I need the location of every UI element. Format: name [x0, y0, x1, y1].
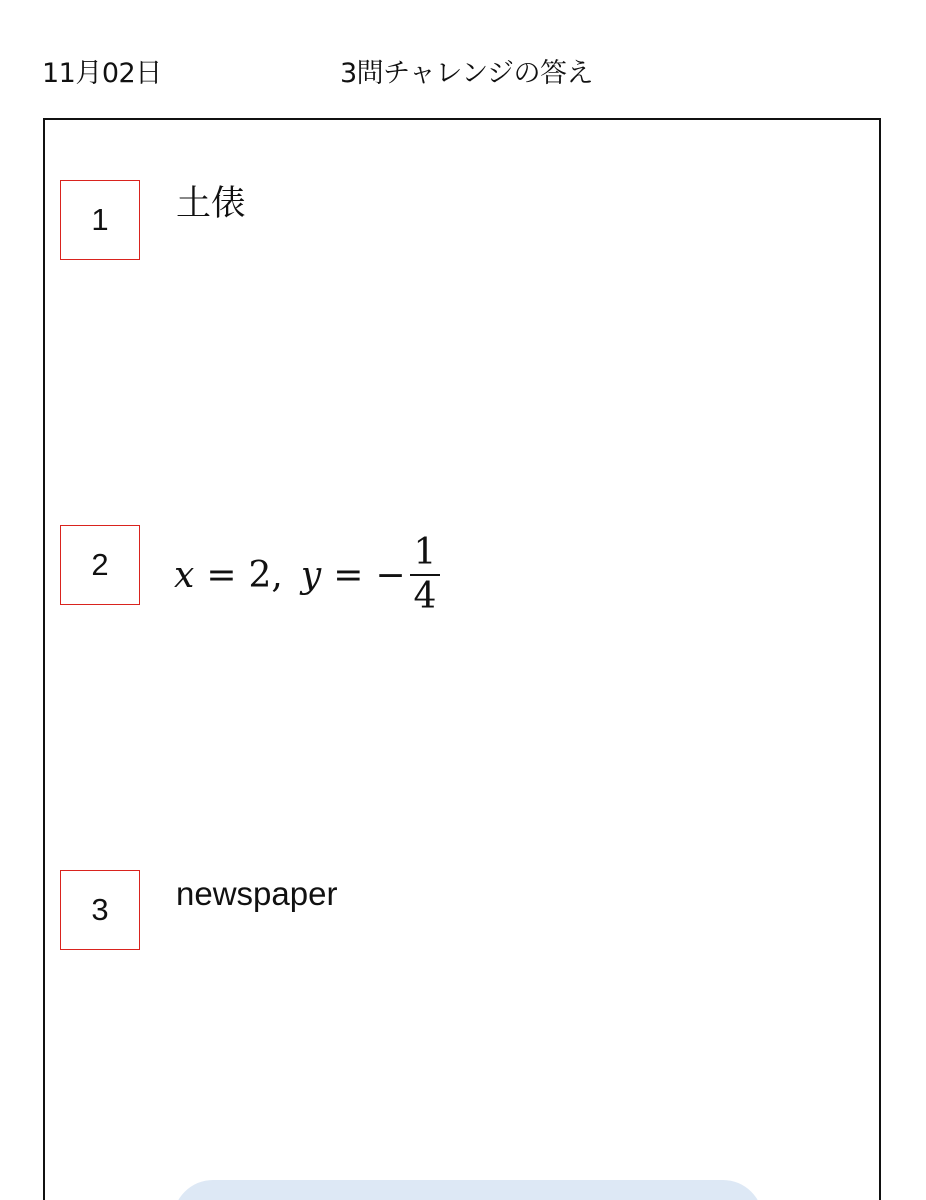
bottom-bubble: [173, 1180, 763, 1200]
answer-2-equation: [174, 520, 440, 630]
question-number-2: 2: [60, 525, 140, 605]
fraction-numerator: 1: [413, 532, 437, 573]
fraction-denominator: 4: [413, 576, 437, 617]
page-title: 3問チャレンジの答え: [340, 58, 594, 89]
answer-panel: [43, 118, 881, 1200]
question-number-1: 1: [60, 180, 140, 260]
x-variable: x: [174, 554, 195, 596]
x-value: 2,: [248, 554, 283, 596]
date-label: 11月02日: [42, 58, 162, 89]
equals-sign-2: =: [333, 554, 364, 596]
y-variable: y: [300, 554, 322, 596]
minus-sign: −: [375, 554, 406, 596]
answer-1-text: 土俵: [176, 184, 247, 224]
answer-3-text: newspaper: [176, 875, 338, 912]
equals-sign-1: =: [206, 554, 237, 596]
question-number-3: 3: [60, 870, 140, 950]
fraction: [410, 532, 441, 618]
